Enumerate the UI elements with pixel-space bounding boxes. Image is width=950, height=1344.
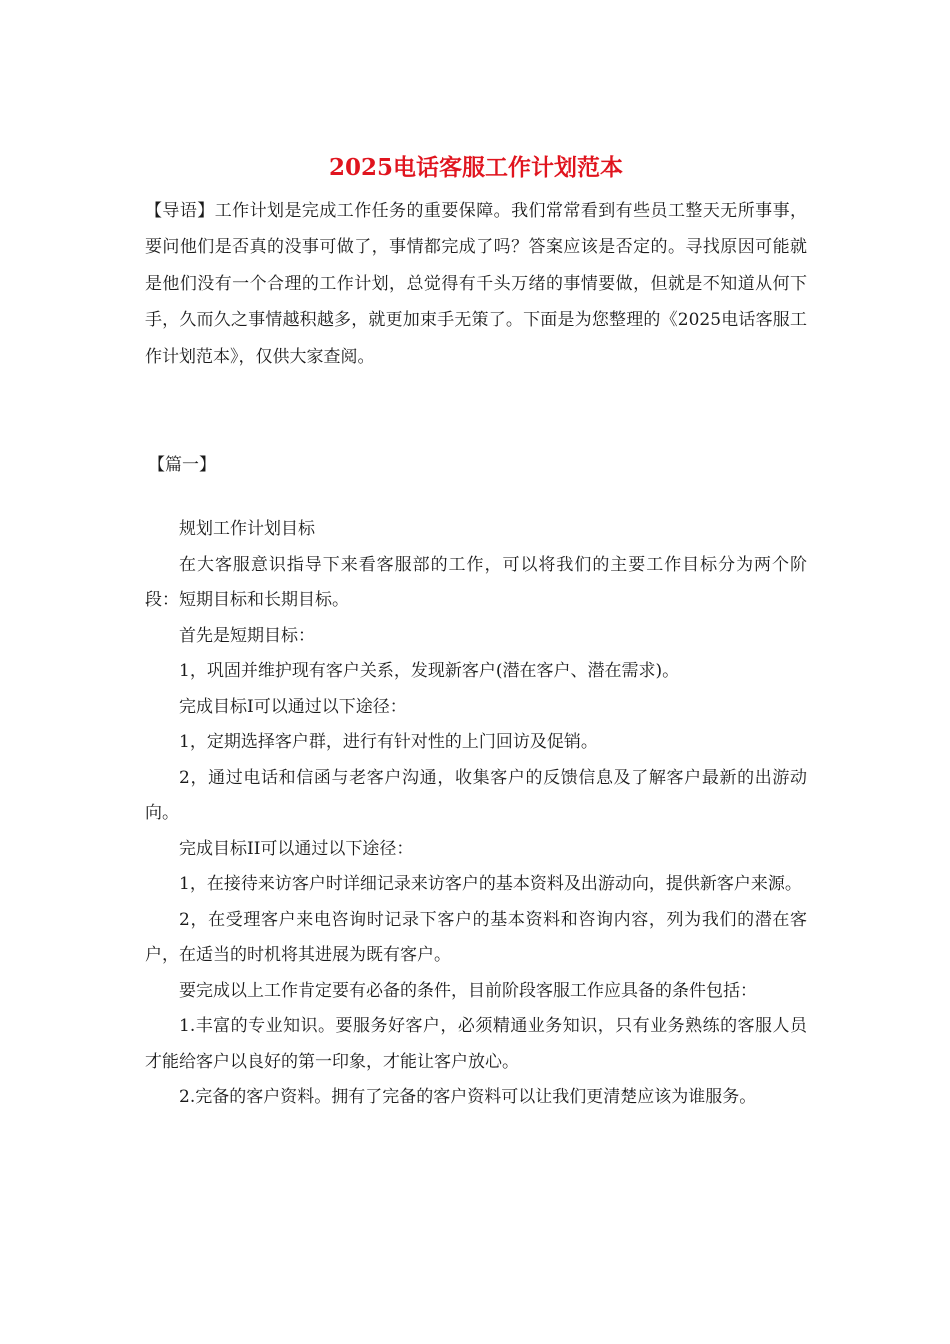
body-paragraph: 完成目标II可以通过以下途径： [179,838,414,859]
body-paragraph: 1，定期选择客户群，进行有针对性的上门回访及促销。 [179,732,598,752]
body-paragraph: 1，在接待来访客户时详细记录来访客户的基本资料及出游动向，提供新客户来源。 [179,874,802,894]
intro-paragraph: 【导语】工作计划是完成工作任务的重要保障。我们常常看到有些员工整天无所事事，要问他们是否真的没事可做了，事情都完成了吗？答案应该是否定的。寻找原因可能就是他们没有一个合理的工作计划，总觉得有千头万绪的事情要做，但就是不知道从何下手，久而久之事情越积越多，就更加束手无策了。下面是为您整理的《2025电话客服工作计划范本》，仅供大家查阅。 [145,201,807,367]
body-paragraph: 在大客服意识指导下来看客服部的工作，可以将我们的主要工作目标分为两个阶段：短期目标和长期目标。 [145,554,807,610]
body-paragraph: 首先是短期目标： [179,625,315,646]
body-paragraph: 1，巩固并维护现有客户关系，发现新客户(潜在客户、潜在需求)。 [179,661,680,681]
body-paragraph: 1.丰富的专业知识。要服务好客户，必须精通业务知识，只有业务熟练的客服人员才能给客户以良好的第一印象，才能让客户放心。 [145,1016,807,1072]
document-body [145,512,807,1116]
body-paragraph: 2，通过电话和信函与老客户沟通，收集客户的反馈信息及了解客户最新的出游动向。 [145,767,807,823]
section-heading: 【篇一】 [148,455,216,475]
body-paragraph: 要完成以上工作肯定要有必备的条件，目前阶段客服工作应具备的条件包括： [179,980,757,1001]
body-paragraph: 2，在受理客户来电咨询时记录下客户的基本资料和咨询内容，列为我们的潜在客户，在适当的时机将其进展为既有客户。 [145,909,807,965]
body-paragraph: 2.完备的客户资料。拥有了完备的客户资料可以让我们更清楚应该为谁服务。 [179,1087,757,1107]
body-paragraph: 完成目标I可以通过以下途径： [179,696,407,717]
document-title: 2025电话客服工作计划范本 [328,154,623,181]
body-paragraph: 规划工作计划目标 [179,519,315,539]
